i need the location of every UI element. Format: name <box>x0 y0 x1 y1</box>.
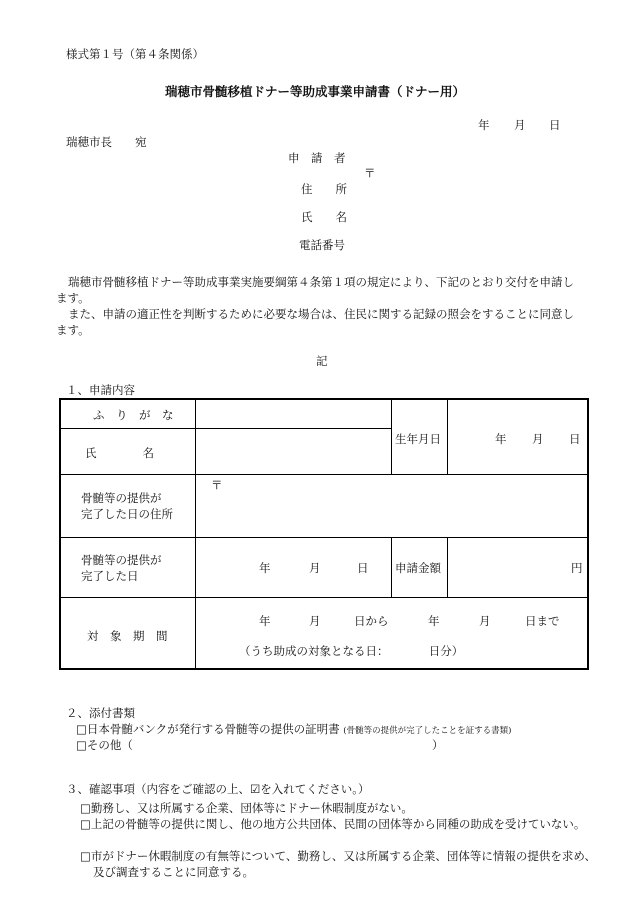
amount-unit: 円 <box>571 561 583 575</box>
completed-month: 月 <box>309 561 321 575</box>
completed-date-label-line2: 完了した日 <box>81 569 139 583</box>
table-vline <box>391 537 392 597</box>
table-vline <box>391 400 392 474</box>
period-from-day: 日から <box>354 614 389 628</box>
section1-heading: １、申請内容 <box>66 383 135 397</box>
amount-label: 申請金額 <box>395 561 441 575</box>
confirmation-item-3[interactable]: □市がドナー休暇制度の有無等について、勤務し、又は所属する企業、団体等に情報の提供を求め、及び調査することに同意する。 <box>80 849 596 879</box>
period-label: 対 象 期 間 <box>87 629 168 643</box>
page-title: 瑞穂市骨髄移植ドナー等助成事業申請書（ドナー用） <box>164 84 465 99</box>
section3-heading: ３、確認事項（内容をご確認の上、☑を入れてください。） <box>66 782 370 796</box>
date-day: 日 <box>549 118 561 132</box>
ki-label: 記 <box>316 354 328 368</box>
completed-year: 年 <box>259 561 271 575</box>
period-from-month: 月 <box>309 614 321 628</box>
applicant-name-label: 氏 名 <box>301 210 347 224</box>
birth-date-label: 生年月日 <box>395 432 441 446</box>
confirmation-item-1[interactable]: □勤務し、又は所属する企業、団体等にドナー休暇制度がない。 <box>80 801 413 815</box>
addressee: 瑞穂市長 宛 <box>66 135 147 149</box>
amount-field[interactable] <box>448 538 588 596</box>
table-vline <box>447 400 448 474</box>
period-from-year: 年 <box>259 614 271 628</box>
applicant-address-label: 住 所 <box>301 182 347 196</box>
intro-paragraph-2: また、申請の適正性を判断するために必要な場合は、住民に関する記録の照会をすることに同意します。 <box>56 307 574 337</box>
birth-month: 月 <box>532 432 544 446</box>
application-table <box>59 398 589 670</box>
address-postal-mark: 〒 <box>211 478 223 492</box>
date-month: 月 <box>514 118 526 132</box>
date-year: 年 <box>478 118 490 132</box>
address-label-line1: 骨髄等の提供が <box>81 491 162 505</box>
furigana-label: ふ り が な <box>93 408 174 422</box>
applicant-heading: 申 請 者 <box>288 151 346 165</box>
address-field[interactable] <box>196 475 588 536</box>
applicant-phone-label: 電話番号 <box>299 238 345 252</box>
attachment-item-certificate[interactable] <box>76 721 511 737</box>
name-field[interactable] <box>196 429 390 473</box>
period-to-year: 年 <box>428 614 440 628</box>
applicant-postal-mark: 〒 <box>364 166 376 180</box>
period-note: （うち助成の対象となる日： 日分） <box>239 644 464 658</box>
confirmation-item-2[interactable]: □上記の骨髄等の提供に関し、他の地方公共団体、民間の団体等から同種の助成を受けていない。 <box>80 817 586 831</box>
attachment-certificate-note: (骨髄等の提供が完了したことを証する書類) <box>343 726 512 736</box>
period-to-month: 月 <box>479 614 491 628</box>
period-to-day: 日まで <box>525 614 560 628</box>
furigana-field[interactable] <box>196 401 390 428</box>
table-hline <box>61 597 589 598</box>
birth-year: 年 <box>495 432 507 446</box>
attachment-certificate-label: □日本骨髄バンクが発行する骨髄等の提供の証明書 <box>76 722 340 736</box>
completed-date-label-line1: 骨髄等の提供が <box>81 553 162 567</box>
attachment-item-other[interactable]: □その他（ <box>76 738 133 752</box>
birth-day: 日 <box>569 432 581 446</box>
form-number: 様式第１号（第４条関係） <box>66 47 204 61</box>
section2-heading: ２、添付書類 <box>66 706 135 720</box>
name-label: 氏 名 <box>85 446 154 460</box>
address-label-line2: 完了した日の住所 <box>81 507 173 521</box>
intro-paragraph-1: 瑞穂市骨髄移植ドナー等助成事業実施要綱第４条第１項の規定により、下記のとおり交付を申請します。 <box>56 275 574 305</box>
attachment-other-close: ） <box>432 738 444 752</box>
completed-day: 日 <box>357 561 369 575</box>
